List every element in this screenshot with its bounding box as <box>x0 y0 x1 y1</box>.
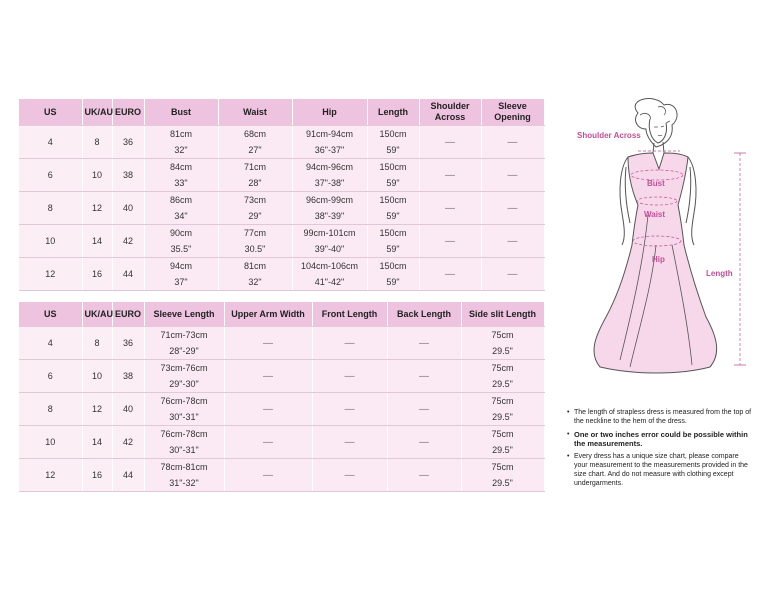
cell-side-slit-length-line: 75cm <box>491 363 514 373</box>
cell-euro: 36 <box>112 327 144 360</box>
label-shoulder-across: Shoulder Across <box>577 131 641 140</box>
table-row <box>19 126 544 159</box>
cell-uk-au: 14 <box>82 225 112 258</box>
cell-length-line: 59" <box>386 277 400 287</box>
table-row <box>19 459 544 492</box>
cell-length-line: 150cm <box>379 261 407 271</box>
cell-bust <box>144 159 218 192</box>
cell-sleeve-opening: — <box>481 192 544 225</box>
bullet-icon: • <box>567 453 570 460</box>
cell-hip <box>292 159 367 192</box>
cell-back-length: — <box>387 393 461 426</box>
cell-sleeve-length-line: 31"-32" <box>169 478 199 488</box>
cell-us: 10 <box>19 426 82 459</box>
cell-side-slit-length-line: 29.5" <box>492 478 513 488</box>
header-length: Length <box>367 99 419 126</box>
cell-waist-line: 27" <box>248 145 262 155</box>
bullet-icon: • <box>567 431 570 438</box>
cell-hip-line: 38"-39" <box>314 211 345 221</box>
header-us: US <box>19 99 82 126</box>
cell-euro: 38 <box>112 159 144 192</box>
cell-shoulder-across: — <box>419 225 481 258</box>
cell-bust-line: 86cm <box>169 195 192 205</box>
cell-waist <box>218 225 292 258</box>
table-row <box>19 426 544 459</box>
cell-hip-line: 37"-38" <box>314 178 345 188</box>
header-euro: EURO <box>112 99 144 126</box>
cell-euro: 44 <box>112 258 144 291</box>
cell-length <box>367 159 419 192</box>
cell-bust-line: 32" <box>174 145 188 155</box>
cell-sleeve-length-line: 78cm-81cm <box>160 462 208 472</box>
header-us: US <box>19 302 82 327</box>
cell-hip-line: 91cm-94cm <box>305 129 353 139</box>
cell-sleeve-length-line: 30"-31" <box>169 445 199 455</box>
cell-uk-au: 16 <box>82 258 112 291</box>
cell-sleeve-opening: — <box>481 225 544 258</box>
cell-length-line: 59" <box>386 244 400 254</box>
cell-side-slit-length-line: 29.5" <box>492 379 513 389</box>
measurement-notes <box>567 408 752 492</box>
cell-side-slit-length <box>461 327 544 360</box>
cell-length-line: 59" <box>386 178 400 188</box>
header-waist: Waist <box>218 99 292 126</box>
cell-waist <box>218 126 292 159</box>
cell-hip-line: 39"-40" <box>314 244 345 254</box>
size-chart-table-bottom <box>19 302 545 492</box>
cell-sleeve-length-line: 76cm-78cm <box>160 429 208 439</box>
cell-uk-au: 12 <box>82 192 112 225</box>
cell-side-slit-length <box>461 393 544 426</box>
header-bust: Bust <box>144 99 218 126</box>
dress-illustration <box>560 95 765 395</box>
table-row <box>19 360 544 393</box>
header-shoulder-across: Shoulder Across <box>419 99 481 126</box>
table-row <box>19 393 544 426</box>
right-arm <box>686 157 696 245</box>
table-row <box>19 159 544 192</box>
cell-upper-arm-width: — <box>224 459 312 492</box>
cell-hip-line: 104cm-106cm <box>300 261 359 271</box>
cell-waist-line: 81cm <box>243 261 266 271</box>
cell-hip-line: 94cm-96cm <box>305 162 353 172</box>
label-waist: Waist <box>644 210 666 219</box>
cell-euro: 42 <box>112 225 144 258</box>
cell-euro: 40 <box>112 192 144 225</box>
label-bust: Bust <box>647 179 665 188</box>
cell-uk-au: 10 <box>82 360 112 393</box>
cell-hip <box>292 258 367 291</box>
cell-sleeve-length-line: 76cm-78cm <box>160 396 208 406</box>
cell-bust-line: 81cm <box>169 129 192 139</box>
cell-front-length: — <box>312 426 387 459</box>
cell-waist-line: 73cm <box>243 195 266 205</box>
cell-sleeve-opening: — <box>481 126 544 159</box>
cell-sleeve-length <box>144 459 224 492</box>
cell-sleeve-length-line: 73cm-76cm <box>160 363 208 373</box>
cell-length <box>367 126 419 159</box>
cell-sleeve-opening: — <box>481 159 544 192</box>
cell-hip <box>292 192 367 225</box>
cell-length-line: 59" <box>386 211 400 221</box>
cell-sleeve-length-line: 30"-31" <box>169 412 199 422</box>
cell-length-line: 150cm <box>379 162 407 172</box>
cell-euro: 42 <box>112 426 144 459</box>
cell-us: 12 <box>19 459 82 492</box>
cell-us: 8 <box>19 192 82 225</box>
cell-waist <box>218 258 292 291</box>
cell-bust <box>144 192 218 225</box>
cell-hip-line: 41"-42" <box>314 277 345 287</box>
cell-us: 6 <box>19 159 82 192</box>
cell-uk-au: 14 <box>82 426 112 459</box>
header-uk-au: UK/AU <box>82 99 112 126</box>
cell-us: 8 <box>19 393 82 426</box>
size-chart-table-top <box>19 99 545 291</box>
cell-hip-line: 99cm-101cm <box>303 228 356 238</box>
header-euro: EURO <box>112 302 144 327</box>
cell-front-length: — <box>312 360 387 393</box>
label-length: Length <box>706 269 733 278</box>
cell-hip <box>292 225 367 258</box>
cell-sleeve-length <box>144 393 224 426</box>
cell-front-length: — <box>312 459 387 492</box>
cell-waist <box>218 159 292 192</box>
cell-side-slit-length-line: 75cm <box>491 462 514 472</box>
header-front-length: Front Length <box>312 302 387 327</box>
cell-length-line: 150cm <box>379 195 407 205</box>
cell-sleeve-length-line: 28"-29" <box>169 346 199 356</box>
cell-bust-line: 90cm <box>169 228 192 238</box>
cell-waist-line: 77cm <box>243 228 266 238</box>
cell-upper-arm-width: — <box>224 327 312 360</box>
cell-upper-arm-width: — <box>224 426 312 459</box>
cell-bust <box>144 258 218 291</box>
cell-us: 12 <box>19 258 82 291</box>
cell-uk-au: 8 <box>82 126 112 159</box>
cell-back-length: — <box>387 426 461 459</box>
bullet-icon: • <box>567 409 570 416</box>
cell-side-slit-length-line: 29.5" <box>492 412 513 422</box>
label-hip: Hip <box>652 255 665 264</box>
cell-sleeve-length <box>144 360 224 393</box>
cell-bust <box>144 126 218 159</box>
note-item: • The length of strapless dress is measured from the top of the neckline to the hem of the dress. <box>567 409 752 425</box>
cell-waist-line: 68cm <box>243 129 266 139</box>
cell-bust-line: 94cm <box>169 261 192 271</box>
table-row <box>19 225 544 258</box>
cell-length-line: 150cm <box>379 129 407 139</box>
cell-waist-line: 29" <box>248 211 262 221</box>
cell-waist-line: 71cm <box>243 162 266 172</box>
cell-sleeve-length-line: 29"-30" <box>169 379 199 389</box>
cell-bust-line: 34" <box>174 211 188 221</box>
cell-euro: 44 <box>112 459 144 492</box>
cell-upper-arm-width: — <box>224 360 312 393</box>
note-item: • Every dress has a unique size chart, please compare your measurement to the measurements provided in the size chart. And do not measure with clothing except undergarments. <box>567 453 748 487</box>
table-row <box>19 258 544 291</box>
cell-uk-au: 10 <box>82 159 112 192</box>
cell-side-slit-length <box>461 459 544 492</box>
cell-length <box>367 258 419 291</box>
cell-shoulder-across: — <box>419 159 481 192</box>
cell-side-slit-length <box>461 360 544 393</box>
cell-sleeve-length <box>144 426 224 459</box>
cell-euro: 38 <box>112 360 144 393</box>
table-row <box>19 192 544 225</box>
cell-side-slit-length-line: 75cm <box>491 396 514 406</box>
cell-length <box>367 192 419 225</box>
cell-waist <box>218 192 292 225</box>
cell-sleeve-opening: — <box>481 258 544 291</box>
cell-sleeve-length-line: 71cm-73cm <box>160 330 208 340</box>
cell-waist-line: 30.5" <box>244 244 266 254</box>
table-row <box>19 327 544 360</box>
cell-waist-line: 28" <box>248 178 262 188</box>
cell-length <box>367 225 419 258</box>
cell-side-slit-length <box>461 426 544 459</box>
header-upper-arm-width: Upper Arm Width <box>224 302 312 327</box>
header-uk-au: UK/AU <box>82 302 112 327</box>
cell-side-slit-length-line: 29.5" <box>492 445 513 455</box>
header-hip: Hip <box>292 99 367 126</box>
cell-side-slit-length-line: 29.5" <box>492 346 513 356</box>
cell-waist-line: 32" <box>248 277 262 287</box>
cell-upper-arm-width: — <box>224 393 312 426</box>
note-item: • One or two inches error could be possible within the measurements. <box>567 430 748 448</box>
cell-side-slit-length-line: 75cm <box>491 429 514 439</box>
cell-us: 4 <box>19 126 82 159</box>
cell-bust-line: 35.5" <box>170 244 192 254</box>
table-header-row <box>19 302 544 327</box>
cell-hip <box>292 126 367 159</box>
cell-side-slit-length-line: 75cm <box>491 330 514 340</box>
header-sleeve-length: Sleeve Length <box>144 302 224 327</box>
header-back-length: Back Length <box>387 302 461 327</box>
cell-euro: 36 <box>112 126 144 159</box>
cell-length-line: 150cm <box>379 228 407 238</box>
cell-shoulder-across: — <box>419 192 481 225</box>
cell-bust-line: 84cm <box>169 162 192 172</box>
cell-bust-line: 33" <box>174 178 188 188</box>
cell-shoulder-across: — <box>419 126 481 159</box>
cell-uk-au: 8 <box>82 327 112 360</box>
cell-back-length: — <box>387 327 461 360</box>
cell-bust <box>144 225 218 258</box>
cell-uk-au: 12 <box>82 393 112 426</box>
cell-shoulder-across: — <box>419 258 481 291</box>
cell-us: 4 <box>19 327 82 360</box>
cell-hip-line: 36"-37" <box>314 145 345 155</box>
header-sleeve-opening: Sleeve Opening <box>481 99 544 126</box>
cell-hip-line: 96cm-99cm <box>305 195 353 205</box>
header-side-slit-length: Side slit Length <box>461 302 544 327</box>
table-header-row <box>19 99 544 126</box>
cell-back-length: — <box>387 360 461 393</box>
cell-bust-line: 37" <box>174 277 188 287</box>
cell-length-line: 59" <box>386 145 400 155</box>
cell-uk-au: 16 <box>82 459 112 492</box>
cell-front-length: — <box>312 393 387 426</box>
cell-back-length: — <box>387 459 461 492</box>
cell-us: 10 <box>19 225 82 258</box>
cell-front-length: — <box>312 327 387 360</box>
cell-us: 6 <box>19 360 82 393</box>
cell-euro: 40 <box>112 393 144 426</box>
cell-sleeve-length <box>144 327 224 360</box>
